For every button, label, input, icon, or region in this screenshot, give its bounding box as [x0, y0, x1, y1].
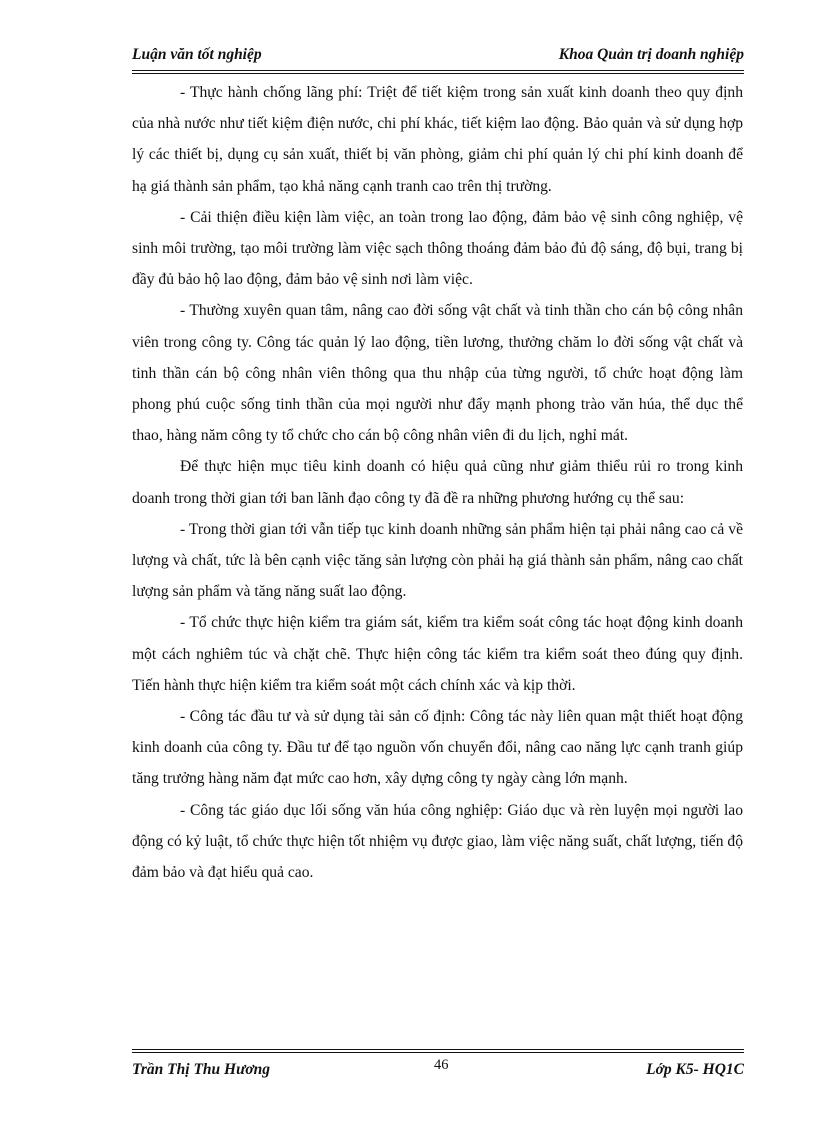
- footer-author: Trần Thị Thu Hương: [132, 1061, 271, 1078]
- footer-class: Lớp K5- HQ1C: [646, 1061, 744, 1078]
- page-header: [132, 44, 744, 74]
- page-number: 46: [434, 1057, 449, 1073]
- paragraph-waste-prevention: - Thực hành chống lãng phí: Triệt để tiết kiệm trong sản xuất kinh doanh theo quy định của nhà nước như tiết kiệm điện nước, chi phí khác, tiết kiệm lao động. Bảo quản và sử dụng hợp lý các thiết bị, dụng cụ sản xuất, thiết bị văn phòng, giảm chi phí quản lý chi phí kinh doanh để hạ giá thành sản phẩm, tạo khả năng cạnh tranh cao trên thị trường.: [132, 84, 743, 195]
- paragraph-business-direction-intro: Để thực hiện mục tiêu kinh doanh có hiệu quả cũng như giảm thiểu rủi ro trong kinh doanh trong thời gian tới ban lãnh đạo công ty đã đề ra những phương hướng cụ thể sau:: [132, 458, 743, 507]
- paragraph-product-plan: - Trong thời gian tới vẫn tiếp tục kinh doanh những sản phẩm hiện tại phải nâng cao cả về lượng và chất, tức là bên cạnh việc tăng sản lượng còn phải hạ giá thành sản phẩm, nâng cao chất lượng sản phẩm và tăng năng suất lao động.: [132, 520, 743, 601]
- paragraph-staff-welfare: - Thường xuyên quan tâm, nâng cao đời sống vật chất và tinh thần cho cán bộ công nhân viên trong công ty. Công tác quản lý lao động, tiền lương, thưởng chăm lo đời sống vật chất và tinh thần cán bộ công nhân viên thông qua thu nhập của từng người, tổ chức hoạt động làm phong phú cuộc sống tinh thần của mọi người như đẩy mạnh phong trào văn húa, thể dục thể thao, hàng năm công ty tổ chức cho cán bộ công nhân viên đi du lịch, nghỉ mát.: [132, 302, 743, 445]
- paragraph-industrial-culture: - Công tác giáo dục lối sống văn húa công nghiệp: Giáo dục và rèn luyện mọi người lao động có kỷ luật, tổ chức thực hiện tốt nhiệm vụ được giao, làm việc năng suất, chất lượng, tiến độ đảm bảo và đạt hiểu quả cao.: [132, 801, 743, 882]
- body-text: [132, 77, 743, 888]
- header-thesis-title: Luận văn tốt nghiệp: [132, 46, 262, 63]
- paragraph-inspection-control: - Tổ chức thực hiện kiểm tra giám sát, kiểm tra kiểm soát công tác hoạt động kinh doanh một cách nghiêm túc và chặt chẽ. Thực hiện công tác kiểm tra kiểm soát theo đúng quy định. Tiến hành thực hiện kiểm tra kiểm soát một cách chính xác và kịp thời.: [132, 614, 743, 694]
- page-footer: [132, 1049, 744, 1083]
- header-faculty: Khoa Quản trị doanh nghiệp: [558, 46, 744, 63]
- paragraph-working-conditions: - Cải thiện điều kiện làm việc, an toàn trong lao động, đảm bảo vệ sinh công nghiệp, vệ sinh môi trường, tạo môi trường làm việc sạch thông thoáng đảm bảo đủ độ sáng, độ bụi, trang bị đầy đủ bảo hộ lao động, đảm bảo vệ sinh nơi làm việc.: [132, 208, 743, 289]
- paragraph-fixed-asset-investment: - Công tác đầu tư và sử dụng tài sản cố định: Công tác này liên quan mật thiết hoạt động kinh doanh của công ty. Đầu tư để tạo nguồn vốn chuyển đổi, nâng cao năng lực cạnh tranh giúp tăng trưởng hàng năm đạt mức cao hơn, xây dựng công ty ngày càng lớn mạnh.: [132, 708, 743, 788]
